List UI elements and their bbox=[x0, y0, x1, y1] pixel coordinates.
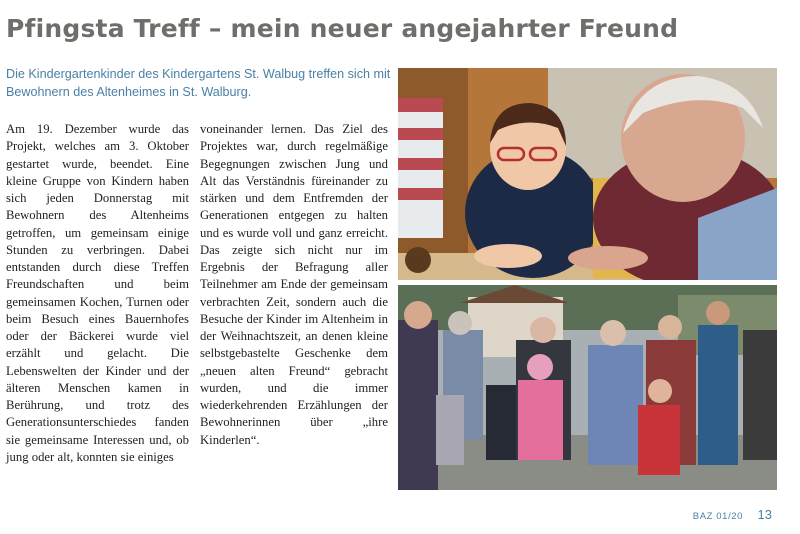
article-column-2: voneinander lernen. Das Ziel des Projektes war, durch regelmäßige Begegnungen zwischen Jung und Alt das Verständnis füreinander zu stärken und dem Entfremden der Generationen entgegen zu halten und es wurde voll und ganz erreicht. Das zeigte sich nicht nur im Ergebnis der Befragung aller Teilnehmer am Ende der gemeinsam verbrachten Zeit, sondern auch die Besuche der Kinder im Altenheim in der Weihnachtszeit, an denen kleine selbstgebastelte Geschenke dem „neuen alten Freund“ gebracht wurden, und die immer wiederkehrenden Erzählungen der Bewohnerinnen über „ihre Kinderlen“. bbox=[200, 122, 388, 447]
page-footer bbox=[693, 506, 772, 524]
article-intro: Die Kindergartenkinder des Kindergartens St. Walbug treffen sich mit Bewohnern des Altenheimes in St. Walburg. bbox=[6, 67, 391, 99]
photo-group-outdoors bbox=[398, 285, 777, 490]
article-title: Pfingsta Treff – mein neuer angejahrter Freund bbox=[6, 14, 679, 43]
photo-child-and-elderly-woman bbox=[398, 68, 777, 280]
page-number: 13 bbox=[757, 507, 772, 522]
article-column-1: Am 19. Dezember wurde das Projekt, welches am 3. Oktober gestartet wurde, beendet. Eine kleine Gruppe von Kindern haben sich jeden Donnerstag mit Bewohnern des Altenheims getroffen, um gemeinsam einige Stunden zu verbringen. Dabei entstanden durch diese Treffen Freundschaften und beim gemeinsamen Kochen, Turnen oder beim Besuch eines Bauernhofes oder der Bäckerei wurde viel erzählt und gelacht. Die Lebenswelten der Kinder und der älteren Menschen kamen in Berührung, und trotz des Generationsunterschiedes fanden sie gemeinsame Interessen und, ob jung oder alt, konnten sie einiges bbox=[6, 122, 189, 464]
magazine-issue: BAZ 01/20 bbox=[692, 511, 744, 522]
